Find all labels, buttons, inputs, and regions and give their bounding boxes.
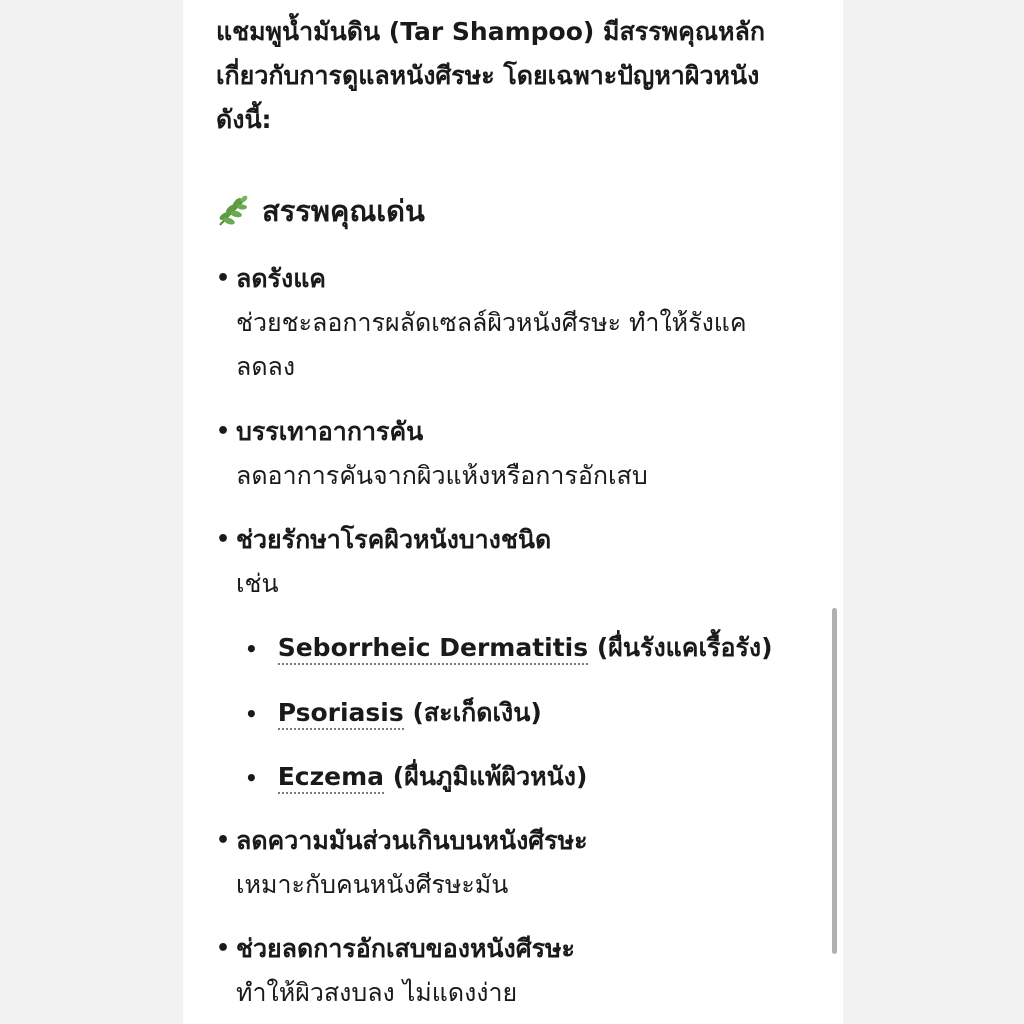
list-item <box>216 518 816 606</box>
chat-response-panel <box>183 0 843 1024</box>
bullet-dot: • <box>216 419 231 444</box>
sub-list-item <box>245 626 773 671</box>
bullet-title: ช่วยลดการอักเสบของหนังศีรษะ <box>236 934 575 963</box>
section-title: สรรพคุณเด่น <box>262 194 425 228</box>
term-note: (สะเก็ดเงิน) <box>412 698 542 727</box>
bullet-dot: • <box>216 828 231 853</box>
vertical-scrollbar[interactable] <box>832 608 837 954</box>
bullet-dot: • <box>216 527 231 552</box>
bullet-dot: • <box>216 936 231 961</box>
list-item <box>216 257 816 389</box>
term-link[interactable]: Psoriasis <box>278 698 404 730</box>
bullet-desc-line: ลดลง <box>236 352 296 381</box>
intro-paragraph <box>216 10 806 142</box>
sub-bullet-dot: • <box>245 702 258 726</box>
bullet-title: บรรเทาอาการคัน <box>236 417 424 446</box>
term-link[interactable]: Eczema <box>278 762 384 794</box>
bullet-desc-line: ลดอาการคันจากผิวแห้งหรือการอักเสบ <box>236 461 648 490</box>
bullet-title: ลดความมันส่วนเกินบนหนังศีรษะ <box>236 826 588 855</box>
bullet-desc-line: ทำให้ผิวสงบลง ไม่แดงง่าย <box>236 978 518 1007</box>
bullet-desc-line: เช่น <box>236 569 279 598</box>
list-item <box>216 819 816 907</box>
term-link[interactable]: Seborrheic Dermatitis <box>278 633 588 665</box>
intro-line-3: ดังนี้: <box>216 105 272 134</box>
bullet-dot: • <box>216 266 231 291</box>
list-item <box>216 410 816 498</box>
sub-list-item <box>245 755 587 800</box>
bullet-title: ช่วยรักษาโรคผิวหนังบางชนิด <box>236 525 552 554</box>
herb-leaf-icon <box>216 194 250 228</box>
term-note: (ผื่นรังแคเรื้อรัง) <box>596 633 773 662</box>
section-heading <box>216 188 425 234</box>
intro-line-2: เกี่ยวกับการดูแลหนังศีรษะ โดยเฉพาะปัญหาผิวหนัง <box>216 61 760 90</box>
sub-list-item <box>245 691 542 736</box>
list-item <box>216 927 816 1015</box>
bullet-title: ลดรังแค <box>236 264 327 293</box>
sub-bullet-dot: • <box>245 637 258 661</box>
term-note: (ผื่นภูมิแพ้ผิวหนัง) <box>392 762 588 791</box>
bullet-desc-line: เหมาะกับคนหนังศีรษะมัน <box>236 870 509 899</box>
sub-bullet-dot: • <box>245 766 258 790</box>
bullet-desc-line: ช่วยชะลอการผลัดเซลล์ผิวหนังศีรษะ ทำให้รังแค <box>236 308 747 337</box>
intro-line-1: แชมพูน้ำมันดิน (Tar Shampoo) มีสรรพคุณหลัก <box>216 17 765 46</box>
